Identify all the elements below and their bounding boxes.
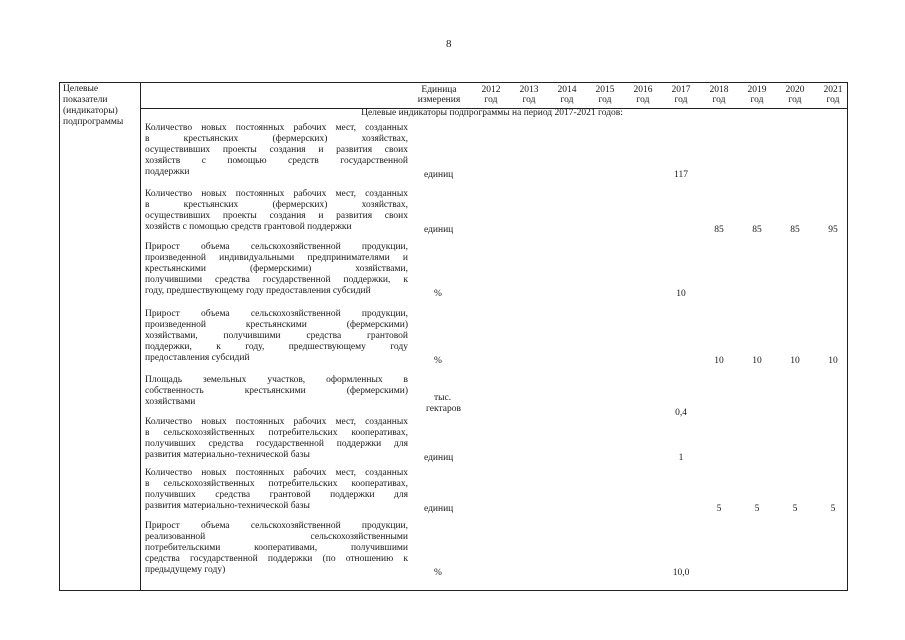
value-cell: 10: [714, 356, 724, 366]
indicator-line: хозяйствами: [145, 397, 196, 407]
year-label: 2020: [785, 85, 805, 95]
unit-cell: %: [434, 289, 442, 299]
year-header: [587, 85, 623, 105]
unit-header-line: Единица: [421, 85, 457, 95]
indicator-text: [145, 468, 408, 512]
indicator-text: [145, 521, 408, 576]
year-label: 2017: [671, 85, 691, 95]
left-header-line: показатели: [63, 95, 108, 105]
indicator-line: потребительскими кооперативами, получившими: [145, 543, 408, 553]
year-label: 2014: [557, 85, 577, 95]
indicator-line: собственность крестьянскими (фермерскими): [145, 386, 408, 396]
value-cell: 5: [830, 504, 836, 514]
year-label: 2013: [519, 85, 539, 95]
year-header: [511, 85, 547, 105]
unit-cell: единиц: [424, 504, 454, 514]
indicator-line: получивших средства грантовой поддержки для: [145, 490, 408, 500]
year-suffix: год: [484, 95, 498, 105]
indicator-line: осуществивших проекты создания и развития своих: [145, 211, 408, 221]
indicator-line: в сельскохозяйственных потребительских кооперативах,: [145, 428, 408, 438]
indicator-line: Количество новых постоянных рабочих мест, созданных: [145, 468, 408, 478]
indicator-line: произведенной крестьянскими (фермерскими): [145, 320, 408, 330]
indicator-line: Количество новых постоянных рабочих мест, созданных: [145, 123, 408, 133]
indicator-line: получившими средства государственной поддержки, к: [145, 275, 408, 285]
value-cell: 5: [716, 504, 722, 514]
year-header: [549, 85, 585, 105]
indicator-text: [145, 309, 408, 364]
value-cell: 5: [754, 504, 760, 514]
unit-cell: %: [434, 356, 442, 366]
indicator-line: предыдущему году): [145, 565, 226, 575]
year-header: [663, 85, 699, 105]
year-suffix: год: [788, 95, 802, 105]
indicator-text: [145, 242, 408, 297]
value-cell: 85: [790, 225, 800, 235]
indicator-line: хозяйствами, получившими средства грантовой: [145, 331, 408, 341]
indicator-line: Прирост объема сельскохозяйственной продукции,: [145, 309, 408, 319]
indicator-text: [145, 189, 408, 233]
value-cell: 85: [714, 225, 724, 235]
value-cell: 5: [792, 504, 798, 514]
indicator-line: поддержки: [145, 167, 190, 177]
unit-line: гектаров: [426, 404, 461, 414]
year-suffix: год: [750, 95, 764, 105]
year-header: [625, 85, 661, 105]
indicator-line: поддержки, к году, предшествующему году: [145, 342, 408, 352]
year-header: [739, 85, 775, 105]
indicator-text: [145, 123, 408, 178]
indicator-line: хозяйств с помощью средств грантовой поддержки: [145, 222, 352, 232]
unit-header-line: измерения: [417, 95, 461, 105]
year-suffix: год: [598, 95, 612, 105]
indicator-line: средства государственной поддержки (по отношению к: [145, 554, 408, 564]
unit-cell: единиц: [424, 170, 454, 180]
page-number: 8: [446, 38, 452, 50]
year-header: [815, 85, 851, 105]
indicator-line: развития материально-технической базы: [145, 450, 310, 460]
value-cell: 10: [828, 356, 838, 366]
indicator-line: в крестьянских (фермерских) хозяйствах,: [145, 200, 408, 210]
year-label: 2015: [595, 85, 615, 95]
value-cell: 1: [678, 453, 684, 463]
year-label: 2019: [747, 85, 767, 95]
unit-cell: единиц: [424, 225, 454, 235]
indicator-line: году, предшествующему году предоставления субсидий: [145, 286, 371, 296]
indicator-line: в крестьянских (фермерских) хозяйствах,: [145, 134, 408, 144]
subheader: Целевые индикаторы подпрограммы на период 2017-2021 годов:: [361, 108, 623, 118]
year-suffix: год: [674, 95, 688, 105]
year-suffix: год: [826, 95, 840, 105]
year-suffix: год: [712, 95, 726, 105]
indicators-table: [59, 82, 848, 591]
indicator-line: предоставления субсидий: [145, 353, 250, 363]
indicator-line: в сельскохозяйственных потребительских кооперативах,: [145, 479, 408, 489]
value-cell: 85: [752, 225, 762, 235]
value-cell: 10: [790, 356, 800, 366]
value-cell: 0,4: [675, 408, 687, 418]
year-suffix: год: [522, 95, 536, 105]
indicator-line: Количество новых постоянных рабочих мест, созданных: [145, 417, 408, 427]
indicator-text: [145, 375, 408, 408]
year-header: [473, 85, 509, 105]
year-label: 2018: [709, 85, 729, 95]
table-divider: [140, 83, 141, 590]
left-header-line: (индикаторы): [63, 106, 118, 116]
year-header: [701, 85, 737, 105]
year-label: 2012: [481, 85, 501, 95]
indicator-line: Прирост объема сельскохозяйственной продукции,: [145, 242, 408, 252]
indicator-line: развития материально-технической базы: [145, 501, 310, 511]
unit-cell: %: [434, 568, 442, 578]
year-label: 2021: [823, 85, 843, 95]
unit-cell: единиц: [424, 453, 454, 463]
indicator-line: Площадь земельных участков, оформленных в: [145, 375, 408, 385]
value-cell: 10,0: [672, 568, 690, 578]
year-header: [777, 85, 813, 105]
indicator-line: осуществивших проекты создания и развития своих: [145, 145, 408, 155]
value-cell: 117: [674, 170, 688, 180]
unit-cell: [426, 393, 461, 415]
indicator-line: крестьянскими (фермерскими) хозяйствами,: [145, 264, 408, 274]
indicator-line: Прирост объема сельскохозяйственной продукции,: [145, 521, 408, 531]
value-cell: 10: [676, 289, 686, 299]
value-cell: 95: [828, 225, 838, 235]
left-header: [63, 84, 139, 128]
indicator-line: хозяйств с помощью средств государственной: [145, 156, 408, 166]
left-header-line: Целевые: [63, 84, 99, 94]
indicator-text: [145, 417, 408, 461]
indicator-line: получивших средства государственной поддержки для: [145, 439, 408, 449]
year-suffix: год: [636, 95, 650, 105]
year-label: 2016: [633, 85, 653, 95]
left-header-line: подпрограммы: [63, 117, 124, 127]
unit-line: тыс.: [434, 393, 452, 403]
indicator-line: Количество новых постоянных рабочих мест, созданных: [145, 189, 408, 199]
unit-header: [414, 85, 464, 105]
value-cell: 10: [752, 356, 762, 366]
year-suffix: год: [560, 95, 574, 105]
indicator-line: реализованной сельскохозяйственными: [145, 532, 408, 542]
indicator-line: произведенной индивидуальными предпринимателями и: [145, 253, 408, 263]
